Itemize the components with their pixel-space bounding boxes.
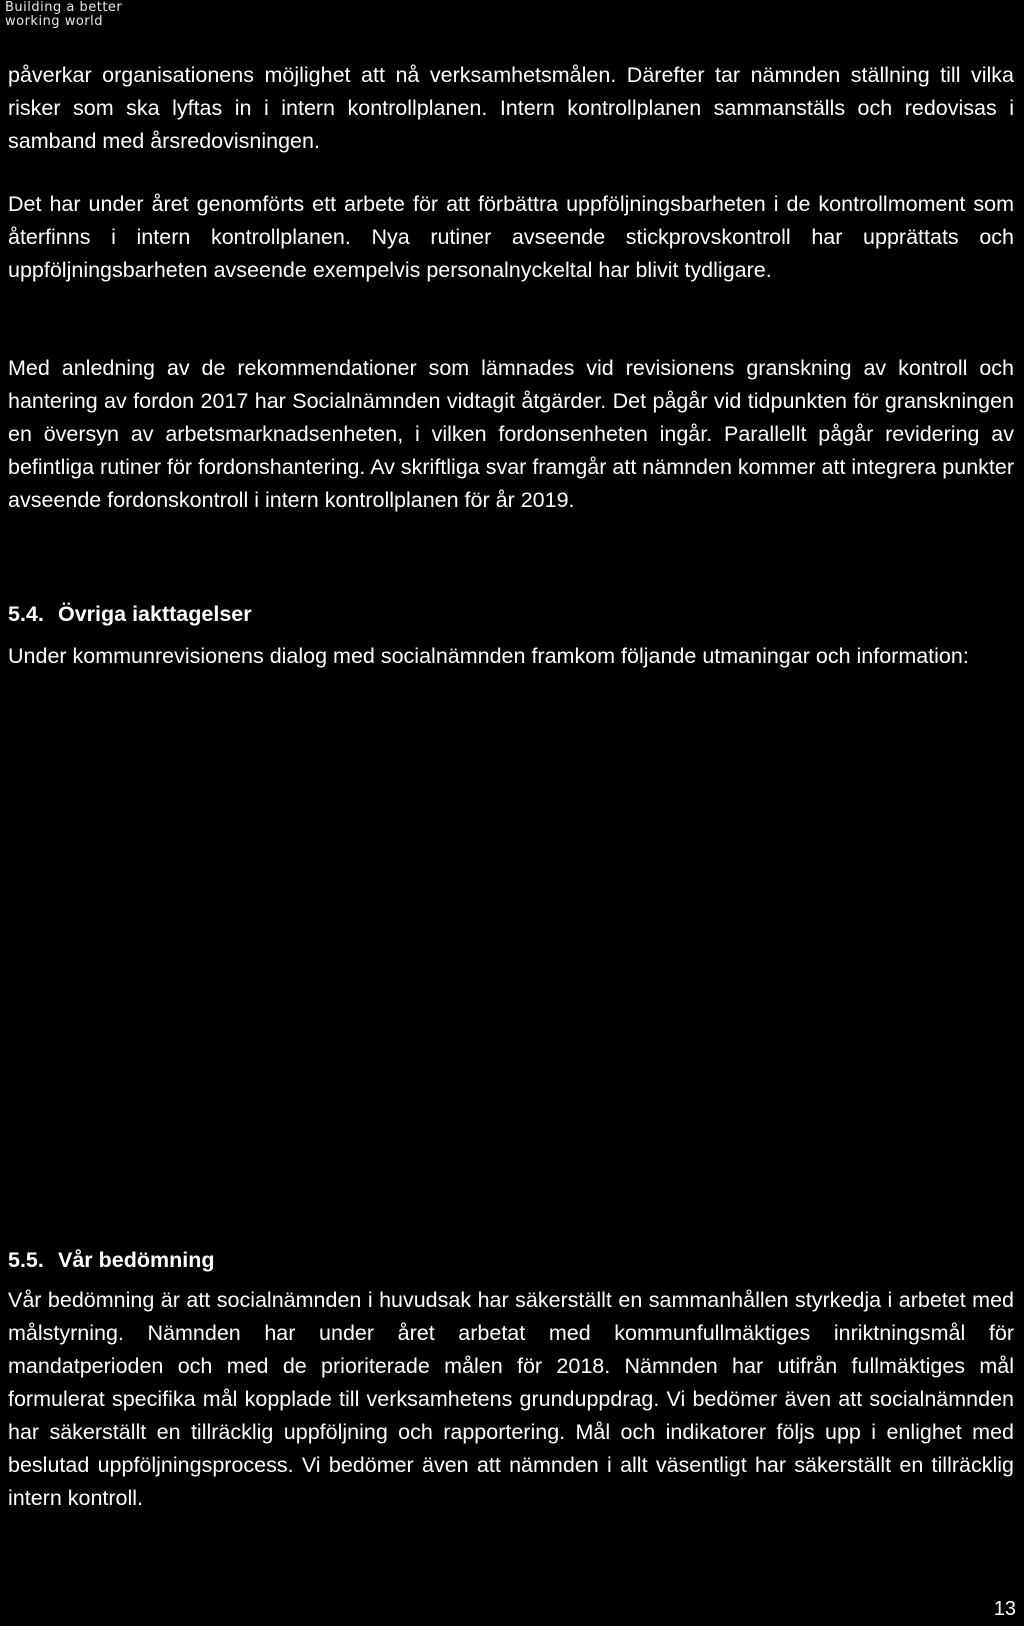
section-5-5-text: Vår bedömning är att socialnämnden i huvudsak har säkerställt en sammanhållen styrkedja i arbetet med målstyrning. Nämnden har under året arbetat med kommunfullmäktiges inriktningsmål för mandatperioden och med de prioriterade målen för 2018. Nämnden har utifrån fullmäktiges mål formulerat specifika mål kopplade till verksamhetens grunduppdrag. Vi bedömer även att socialnämnden har säkerställt en tillräcklig uppföljning och rapportering. Mål och indikatorer följs upp i enlighet med beslutad uppföljningsprocess. Vi bedömer även att nämnden i allt väsentligt har säkerställt en tillräcklig intern kontroll. (8, 1288, 1014, 1510)
paragraph-2: Det har under året genomförts ett arbete för att förbättra uppföljningsbarheten i de kontrollmoment som återfinns i intern kontrollplanen. Nya rutiner avseende stickprovskontroll har upprättats och uppföljningsbarheten avseende exempelvis personalnyckeltal har blivit tydligare. (8, 192, 1014, 282)
page-number: 13 (993, 1598, 1016, 1620)
paragraph-3: Med anledning av de rekommendationer som lämnades vid revisionens granskning av kontroll och hantering av fordon 2017 har Socialnämnden vidtagit åtgärder. Det pågår vid tidpunkten för granskningen en översyn av arbetsmarknadsenheten, i vilken fordonsenheten ingår. Parallellt pågår revidering av befintliga rutiner för fordonshantering. Av skriftliga svar framgår att nämnden kommer att integrera punkter avseende fordonskontroll i intern kontrollplanen för år 2019. (8, 356, 1014, 512)
section-heading-5-5 (8, 1246, 214, 1274)
section-number: 5.4. (8, 602, 44, 626)
section-heading-5-4 (8, 600, 252, 628)
logo-line-1: Building a better (5, 0, 123, 15)
section-number: 5.5. (8, 1248, 44, 1272)
logo-line-2: working world (5, 14, 103, 29)
logo-text (5, 1, 122, 29)
section-title: Vår bedömning (58, 1248, 215, 1272)
paragraph-1: påverkar organisationens möjlighet att nå verksamhetsmålen. Därefter tar nämnden ställning till vilka risker som ska lyftas in i intern kontrollplanen. Intern kontrollplanen sammanställs och redovisas i samband med årsredovisningen. (8, 63, 1014, 153)
section-title: Övriga iakttagelser (58, 602, 252, 626)
section-5-4-text: Under kommunrevisionens dialog med socialnämnden framkom följande utmaningar och information: (8, 644, 969, 668)
